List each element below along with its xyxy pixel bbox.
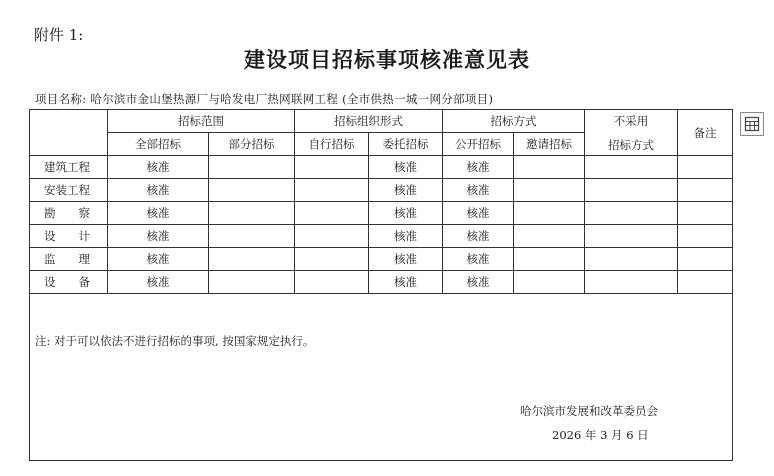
cell-self [295,179,369,202]
header-partial: 部分招标 [209,133,295,156]
table-tool-icon[interactable] [740,112,764,136]
header-open: 公开招标 [443,133,514,156]
table-row [30,156,733,179]
header-scope: 招标范围 [108,110,295,133]
cell-remarks [678,156,733,179]
cell-open: 核准 [443,271,514,294]
table-row [30,202,733,225]
cell-open: 核准 [443,225,514,248]
cell-remarks [678,271,733,294]
cell-partial [209,271,295,294]
row-label: 设 备 [30,271,108,294]
cell-entrusted: 核准 [369,225,443,248]
cell-full: 核准 [108,202,209,225]
cell-full: 核准 [108,225,209,248]
cell-invited [514,271,585,294]
cell-not-adopted [585,225,678,248]
header-self: 自行招标 [295,133,369,156]
cell-invited [514,156,585,179]
table-row [30,225,733,248]
cell-self [295,225,369,248]
cell-remarks [678,225,733,248]
cell-remarks [678,248,733,271]
cell-partial [209,179,295,202]
cell-entrusted: 核准 [369,248,443,271]
header-invited: 邀请招标 [514,133,585,156]
row-label: 设 计 [30,225,108,248]
cell-not-adopted [585,202,678,225]
note-text: 注: 对于可以依法不进行招标的事项, 按国家规定执行。 [35,334,315,348]
cell-self [295,202,369,225]
cell-not-adopted [585,179,678,202]
cell-partial [209,202,295,225]
cell-invited [514,179,585,202]
issue-date: 2026 年 3 月 6 日 [552,428,649,442]
cell-partial [209,225,295,248]
header-full: 全部招标 [108,133,209,156]
issuer-name: 哈尔滨市发展和改革委员会 [520,404,658,418]
cell-not-adopted [585,248,678,271]
table-row [30,179,733,202]
row-label: 安装工程 [30,179,108,202]
header-entrusted: 委托招标 [369,133,443,156]
row-label: 监 理 [30,248,108,271]
header-not-adopted-line1: 不采用 [613,113,649,128]
cell-full: 核准 [108,271,209,294]
table-row [30,248,733,271]
project-name-line: 项目名称: 哈尔滨市金山堡热源厂与哈发电厂热网联网工程 (全市供热一城一网分部项目) [35,92,494,106]
cell-remarks [678,202,733,225]
cell-entrusted: 核准 [369,179,443,202]
cell-self [295,271,369,294]
cell-full: 核准 [108,248,209,271]
header-method: 招标方式 [443,110,585,133]
cell-invited [514,225,585,248]
cell-invited [514,202,585,225]
header-remarks: 备注 [678,110,733,156]
cell-remarks [678,179,733,202]
table-tool-icon-glyph [744,116,760,132]
cell-self [295,248,369,271]
header-not-adopted [585,110,678,156]
cell-not-adopted [585,156,678,179]
note-cell [30,294,733,461]
corner-cell [30,110,108,156]
cell-invited [514,248,585,271]
cell-full: 核准 [108,156,209,179]
cell-partial [209,248,295,271]
cell-entrusted: 核准 [369,202,443,225]
approval-table [29,109,733,461]
attachment-label: 附件 1: [34,26,84,44]
cell-full: 核准 [108,179,209,202]
cell-entrusted: 核准 [369,156,443,179]
cell-not-adopted [585,271,678,294]
row-label: 建筑工程 [30,156,108,179]
cell-partial [209,156,295,179]
row-label: 勘 察 [30,202,108,225]
cell-open: 核准 [443,202,514,225]
cell-self [295,156,369,179]
document-title: 建设项目招标事项核准意见表 [244,47,530,72]
cell-entrusted: 核准 [369,271,443,294]
header-not-adopted-line2: 招标方式 [608,137,654,152]
header-org-form: 招标组织形式 [295,110,443,133]
cell-open: 核准 [443,179,514,202]
cell-open: 核准 [443,156,514,179]
cell-open: 核准 [443,248,514,271]
table-row [30,271,733,294]
